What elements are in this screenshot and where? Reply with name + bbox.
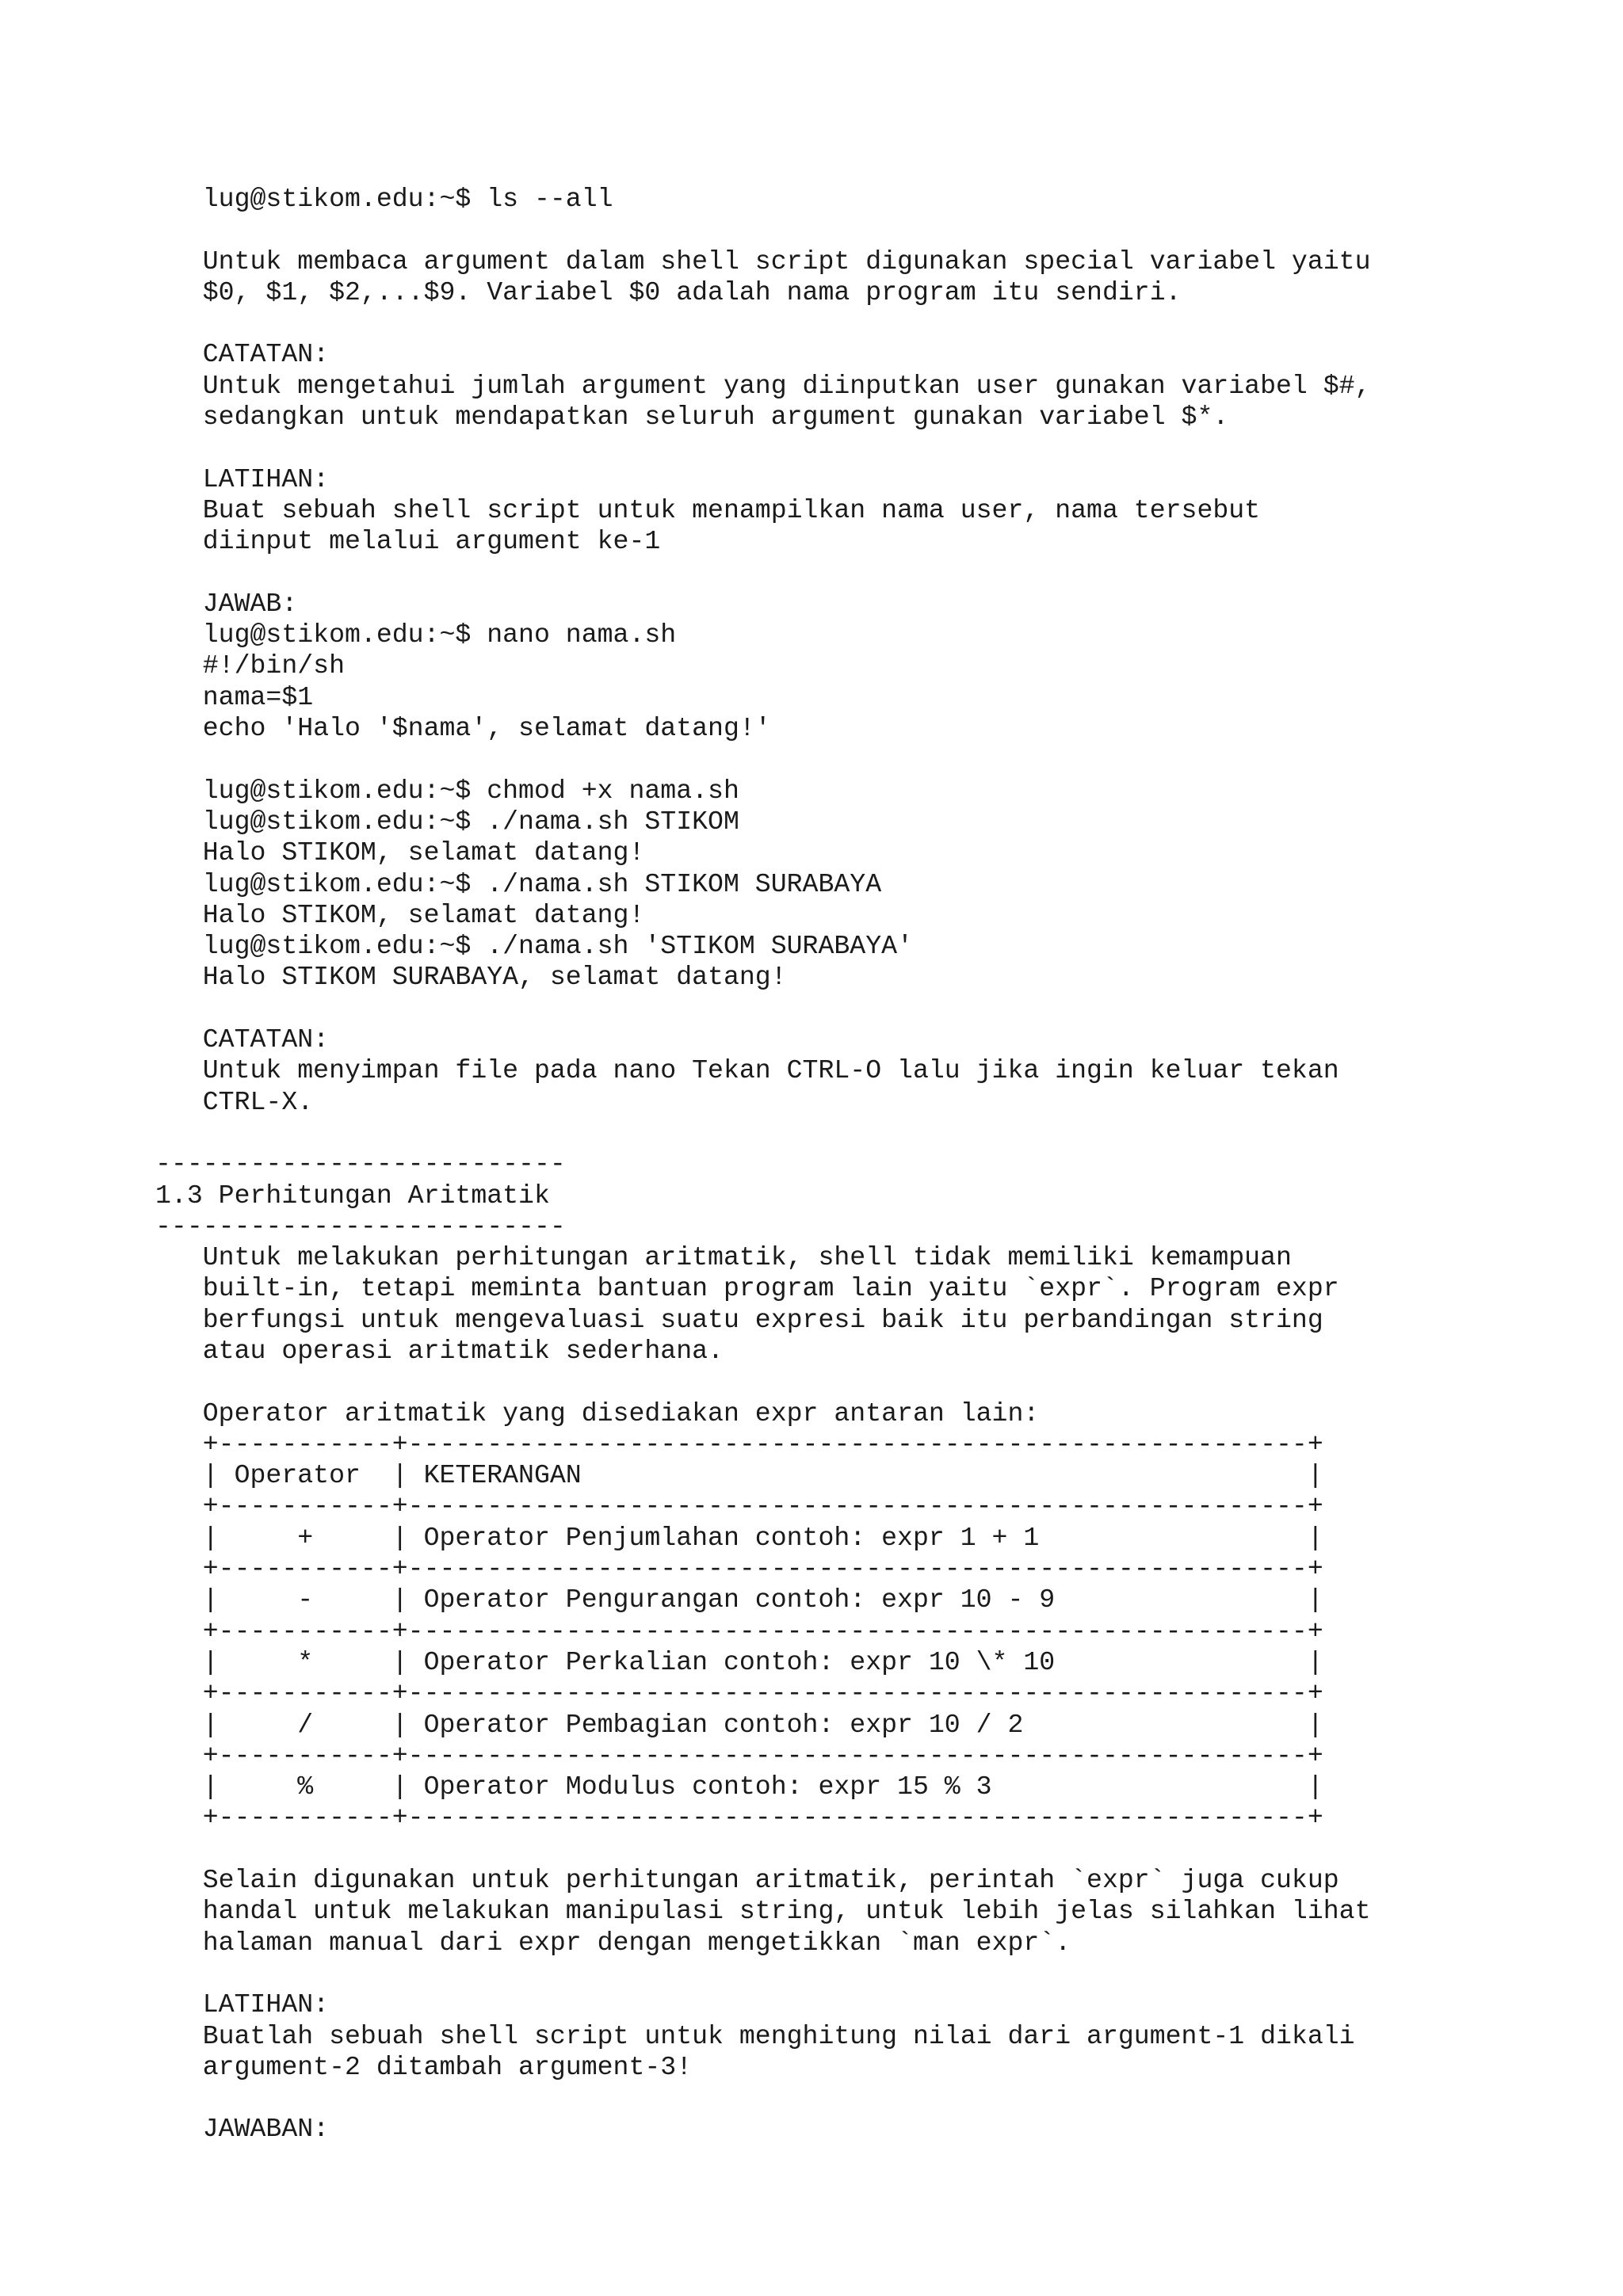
- document-line: +-----------+---------------------------------------------------------+: [155, 1802, 1323, 1833]
- document-line: | + | Operator Penjumlahan contoh: expr 1 + 1 |: [155, 1522, 1323, 1553]
- document-line: [155, 308, 1371, 339]
- document-line: lug@stikom.edu:~$ chmod +x nama.sh: [155, 775, 739, 806]
- document-line: Untuk menyimpan file pada nano Tekan CTRL-O lalu jika ingin keluar tekan: [155, 1055, 1339, 1086]
- document-line: CTRL-X.: [155, 1086, 314, 1117]
- document-line: +-----------+---------------------------------------------------------+: [155, 1740, 1323, 1771]
- document-line: [155, 1118, 1371, 1149]
- document-line: CATATAN:: [155, 339, 330, 370]
- document-line: argument-2 ditambah argument-3!: [155, 2051, 693, 2082]
- document-line: [155, 744, 1371, 775]
- document-line: [155, 558, 1371, 589]
- document-line: built-in, tetapi meminta bantuan program lain yaitu `expr`. Program expr: [155, 1273, 1339, 1304]
- document-line: diinput melalui argument ke-1: [155, 526, 661, 557]
- document-line: [155, 2083, 1371, 2114]
- document-line: | Operator | KETERANGAN |: [155, 1460, 1323, 1491]
- document-line: lug@stikom.edu:~$ ./nama.sh STIKOM: [155, 806, 739, 837]
- document-line: handal untuk melakukan manipulasi string, untuk lebih jelas silahkan lihat: [155, 1896, 1371, 1927]
- document-line: #!/bin/sh: [155, 650, 345, 681]
- document-line: +-----------+---------------------------------------------------------+: [155, 1491, 1323, 1522]
- document-line: [155, 1834, 1371, 1865]
- document-line: Buatlah sebuah shell script untuk menghitung nilai dari argument-1 dikali: [155, 2020, 1355, 2051]
- document-line: echo 'Halo '$nama', selamat datang!': [155, 713, 771, 744]
- document-line: Untuk membaca argument dalam shell script digunakan special variabel yaitu: [155, 246, 1371, 277]
- document-line: [155, 1958, 1371, 1989]
- document-line: halaman manual dari expr dengan mengetikkan `man expr`.: [155, 1927, 1071, 1958]
- document-line: LATIHAN:: [155, 1989, 330, 2020]
- document-line: Buat sebuah shell script untuk menampilkan nama user, nama tersebut: [155, 494, 1261, 525]
- document-line: +-----------+---------------------------------------------------------+: [155, 1615, 1323, 1646]
- document-line: JAWAB:: [155, 588, 298, 619]
- document-line: Operator aritmatik yang disediakan expr antaran lain:: [155, 1398, 1040, 1428]
- document-line: Halo STIKOM, selamat datang!: [155, 899, 645, 930]
- document-line: LATIHAN:: [155, 463, 330, 494]
- document-line: nama=$1: [155, 681, 314, 712]
- document-line: | / | Operator Pembagian contoh: expr 10 / 2 |: [155, 1709, 1323, 1740]
- document-line: | - | Operator Pengurangan contoh: expr 10 - 9 |: [155, 1585, 1323, 1615]
- document-line: $0, $1, $2,...$9. Variabel $0 adalah nama program itu sendiri.: [155, 277, 1182, 307]
- document-line: | * | Operator Perkalian contoh: expr 10 \* 10 |: [155, 1646, 1323, 1677]
- document-line: Untuk melakukan perhitungan aritmatik, shell tidak memiliki kemampuan: [155, 1242, 1292, 1273]
- document-line: --------------------------: [155, 1211, 566, 1241]
- document-line: | % | Operator Modulus contoh: expr 15 % 3 |: [155, 1772, 1323, 1802]
- document-line: berfungsi untuk mengevaluasi suatu expresi baik itu perbandingan string: [155, 1304, 1323, 1335]
- document-line: --------------------------: [155, 1149, 566, 1180]
- document-line: lug@stikom.edu:~$ ./nama.sh 'STIKOM SURABAYA': [155, 931, 913, 962]
- document-line: +-----------+---------------------------------------------------------+: [155, 1428, 1323, 1459]
- document-line: sedangkan untuk mendapatkan seluruh argument gunakan variabel $*.: [155, 402, 1229, 433]
- document-line: Untuk mengetahui jumlah argument yang diinputkan user gunakan variabel $#,: [155, 370, 1371, 401]
- document-line: JAWABAN:: [155, 2114, 330, 2145]
- document-line: Halo STIKOM SURABAYA, selamat datang!: [155, 962, 787, 993]
- document-line: CATATAN:: [155, 1024, 330, 1055]
- document-line: lug@stikom.edu:~$ ls --all: [155, 184, 613, 214]
- document-line: [155, 433, 1371, 463]
- document-line: +-----------+---------------------------------------------------------+: [155, 1554, 1323, 1585]
- document-line: lug@stikom.edu:~$ ./nama.sh STIKOM SURABAYA: [155, 868, 882, 899]
- document-text: [155, 184, 1371, 2145]
- document-line: lug@stikom.edu:~$ nano nama.sh: [155, 620, 677, 650]
- document-line: Selain digunakan untuk perhitungan aritmatik, perintah `expr` juga cukup: [155, 1865, 1339, 1896]
- document-line: +-----------+---------------------------------------------------------+: [155, 1678, 1323, 1709]
- document-line: [155, 215, 1371, 246]
- document-line: [155, 994, 1371, 1024]
- document-line: Halo STIKOM, selamat datang!: [155, 837, 645, 868]
- document-line: atau operasi aritmatik sederhana.: [155, 1335, 724, 1366]
- document-line: 1.3 Perhitungan Aritmatik: [155, 1180, 550, 1211]
- document-line: [155, 1367, 1371, 1398]
